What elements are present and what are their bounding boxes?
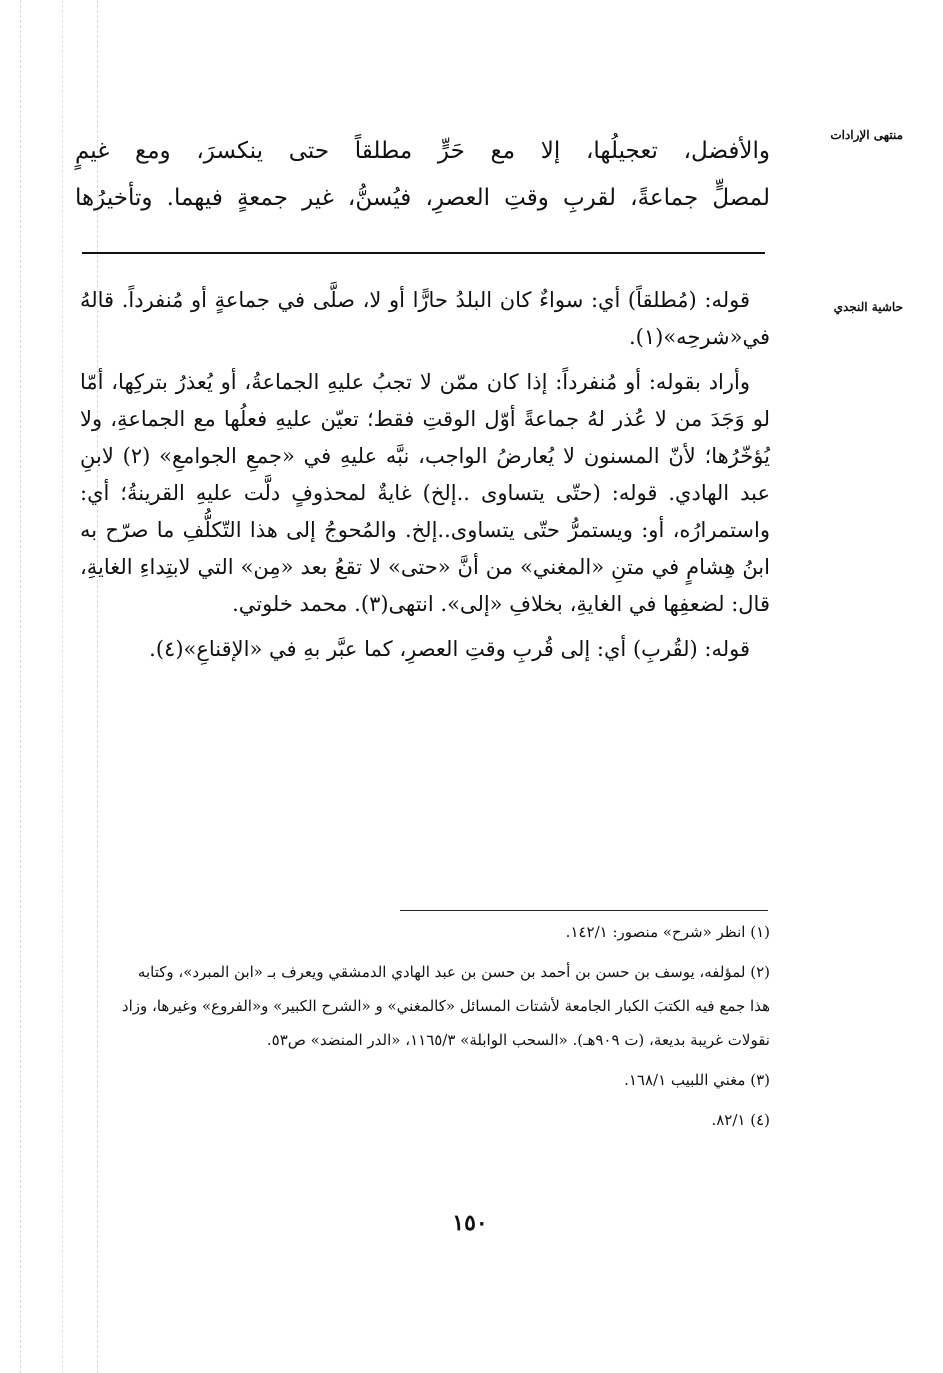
section-divider <box>82 252 765 254</box>
margin-label-main: منتهى الإرادات <box>830 128 903 142</box>
main-text-line-2: لمصلٍّ جماعةً، لقربِ وقتِ العصرِ، فيُسنُّ، غير جمعةٍ فيهما. وتأخيرُها <box>75 185 770 211</box>
margin-label-commentary: حاشية النجدي <box>833 300 903 314</box>
footnote-2: (٢) لمؤلفه، يوسف بن حسن بن أحمد بن حسن بن عبد الهادي الدمشقي ويعرف بـ «ابن المبرد»، وكتابه هذا جمع فيه الكتبَ الكبار الجامعة لأشتات المسائل «كالمغني» و «الشرح الكبير» و«الفروع» وغيرها، وزاد نقولات غريبة بديعة، (ت ٩٠٩هـ). «السحب الوابلة» ١١٦٥/٣، «الدر المنضد» ص٥٣. <box>121 963 770 1049</box>
commentary-paragraph-2: وأراد بقوله: أو مُنفرداً: إذا كان ممّن لا تجبُ عليهِ الجماعةُ، أو يُعذرُ بتركِها، أمّا لو وَجَدَ من لا عُذر لهُ جماعةً أوّل الوقتِ فقط؛ تعيّن عليهِ فعلُها مع الجماعةِ، ولا يُؤخّرُها؛ لأنّ المسنون لا يُعارضُ الواجب، نبَّه عليهِ في «جمعِ الجوامعِ» (٢) لابنِ عبد الهادي. قوله: (حتّى يتساوى ..إلخ) غايةٌ لمحذوفٍ دلَّت عليهِ القرينةُ؛ أي: واستمرارُه، أو: ويستمرُّ حتّى يتساوى..إلخ. والمُحوجُ إلى هذا التّكلُّفِ ما صرّح به ابنُ هِشامٍ في متنِ «المغني» من أنَّ «حتى» لا تقعُ بعد «مِن» التي لابتِداءِ الغايةِ، قال: لضعفِها في الغايةِ، بخلافِ «إلى». انتهى(٣). محمد خلوتي. <box>80 370 770 616</box>
commentary-paragraph-1: قوله: (مُطلقاً) أي: سواءٌ كان البلدُ حارًّا أو لا، صلَّى في جماعةٍ أو مُنفرداً. قالهُ في«شرحِه»(١). <box>80 288 770 349</box>
footnote-3: (٣) مغني اللبيب ١٦٨/١. <box>624 1071 770 1089</box>
main-text-line-1: والأفضل، تعجيلُها، إلا مع حَرٍّ مطلقاً حتى ينكسرَ، ومع غيمٍ <box>75 138 770 164</box>
footnote-4: (٤) ٨٢/١. <box>711 1111 770 1129</box>
page-number: ١٥٠ <box>452 1210 488 1236</box>
margin-guide-inner <box>62 0 63 1373</box>
commentary-paragraph-3: قوله: (لقُربِ) أي: إلى قُربِ وقتِ العصرِ، كما عبَّر بهِ في «الإقناعِ»(٤). <box>149 637 750 661</box>
footnotes <box>115 915 770 1143</box>
main-text <box>75 128 770 222</box>
footnote-divider <box>400 910 768 911</box>
commentary <box>80 282 770 676</box>
footnote-1: (١) انظر «شرح» منصور: ١٤٢/١. <box>565 923 770 941</box>
